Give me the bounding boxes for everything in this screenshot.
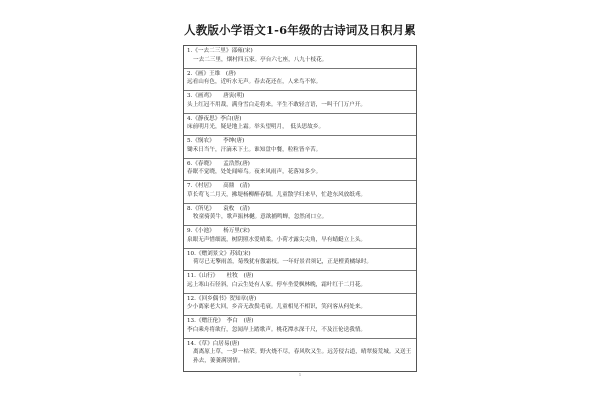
poem-heading: 4.《静夜思》李白(唐)	[187, 115, 242, 122]
poem-lines: 远看山有色，近听水无声。春去花还在，人来鸟不惊。	[187, 79, 322, 85]
poem-entry	[184, 316, 416, 339]
poem-lines: 李白乘舟将欲行，忽闻岸上踏歌声。桃花潭水深千尺，不及汪伦送我情。	[187, 326, 367, 333]
poem-lines: 锄禾日当午，汗滴禾下土。谁知盘中餐，粒粒皆辛苦。	[187, 146, 322, 153]
poem-entry	[184, 271, 416, 294]
poem-entry	[184, 136, 416, 159]
poem-entry	[184, 69, 416, 92]
poem-heading: 10.《赠刘景文》苏轼(宋)	[187, 250, 251, 257]
poem-lines: 牧童骑黄牛，歌声振林樾。意欲捕鸣蝉，忽然闭口立。	[193, 214, 328, 220]
poem-heading: 7.《村居》 高鼎 (清)	[187, 183, 250, 189]
poem-heading: 12.《回乡偶书》贺知章(唐)	[187, 295, 257, 302]
poem-entry	[184, 249, 416, 272]
poem-heading: 2.《画》王维 (唐)	[187, 70, 236, 77]
poem-table	[183, 45, 417, 372]
poem-entry	[184, 204, 416, 227]
poem-entry	[184, 226, 416, 249]
poem-entry	[184, 46, 416, 69]
poem-lines: 床前明月光，疑是地上霜。举头望明月， 低头思故乡。	[187, 124, 325, 130]
poem-heading: 1.《一去二三里》邵雍(宋)	[187, 48, 253, 54]
poem-heading: 9.《小池》 杨万里(宋)	[187, 228, 250, 234]
poem-heading: 6.《春晓》 孟浩然(唐)	[187, 160, 250, 167]
poem-lines: 离离原上草，一岁一枯荣。野火烧不尽，春风吹又生。远芳侵古道，晴翠接荒城。又送王孙去，萋萋满别情。	[193, 349, 412, 364]
poem-heading: 13.《赠汪伦》 李白 (唐)	[187, 318, 254, 324]
poem-heading: 14.《草》白居易(唐)	[187, 340, 240, 347]
page-number: 1	[298, 372, 302, 377]
poem-entry	[184, 294, 416, 317]
poem-lines: 荷尽已无擎雨盖，菊残犹有傲霜枝。一年好景君须记，正是橙黄橘绿时。	[193, 259, 373, 265]
document-title: 人教版小学语文1-6年级的古诗词及日积月累	[184, 23, 416, 37]
poem-lines: 泉眼无声惜细流，树阴照水爱晴柔。小荷才露尖尖角，早有蜻蜓立上头。	[187, 236, 367, 243]
poem-entry	[184, 114, 416, 137]
poem-heading: 3.《画鸡》 唐寅(明)	[187, 93, 245, 99]
poem-lines: 春眠不觉晓，处处闻啼鸟。夜来风雨声，花落知多少。	[187, 169, 322, 175]
document-page	[181, 12, 419, 392]
poem-heading: 5.《悯农》 李绅(唐)	[187, 138, 245, 144]
poem-entry	[184, 159, 416, 182]
poem-lines: 少小离家老大回，乡音无改鬓毛衰。儿童相见不相识，笑问客从何处来。	[187, 304, 367, 310]
poem-heading: 11.《山行》 杜牧 (唐)	[187, 273, 254, 279]
poem-lines: 远上寒山石径斜，白云生处有人家。停车坐爱枫林晚，霜叶红于二月花。	[187, 281, 367, 288]
poem-lines: 一去二三里，烟村四五家。亭台六七座，八九十枝花。	[193, 56, 328, 63]
poem-entry	[184, 91, 416, 114]
poem-entry	[184, 181, 416, 204]
poem-lines: 草长莺飞二月天，拂堤杨柳醉春烟。儿童散学归来早，忙趁东风放纸鸢。	[187, 191, 367, 198]
poem-entry	[184, 339, 416, 371]
poem-heading: 8.《所见》 袁枚 (清)	[187, 205, 250, 212]
poem-lines: 头上红冠不用裁，满身雪白走将来。平生不敢轻言语，一叫千门万户开。	[187, 101, 367, 108]
